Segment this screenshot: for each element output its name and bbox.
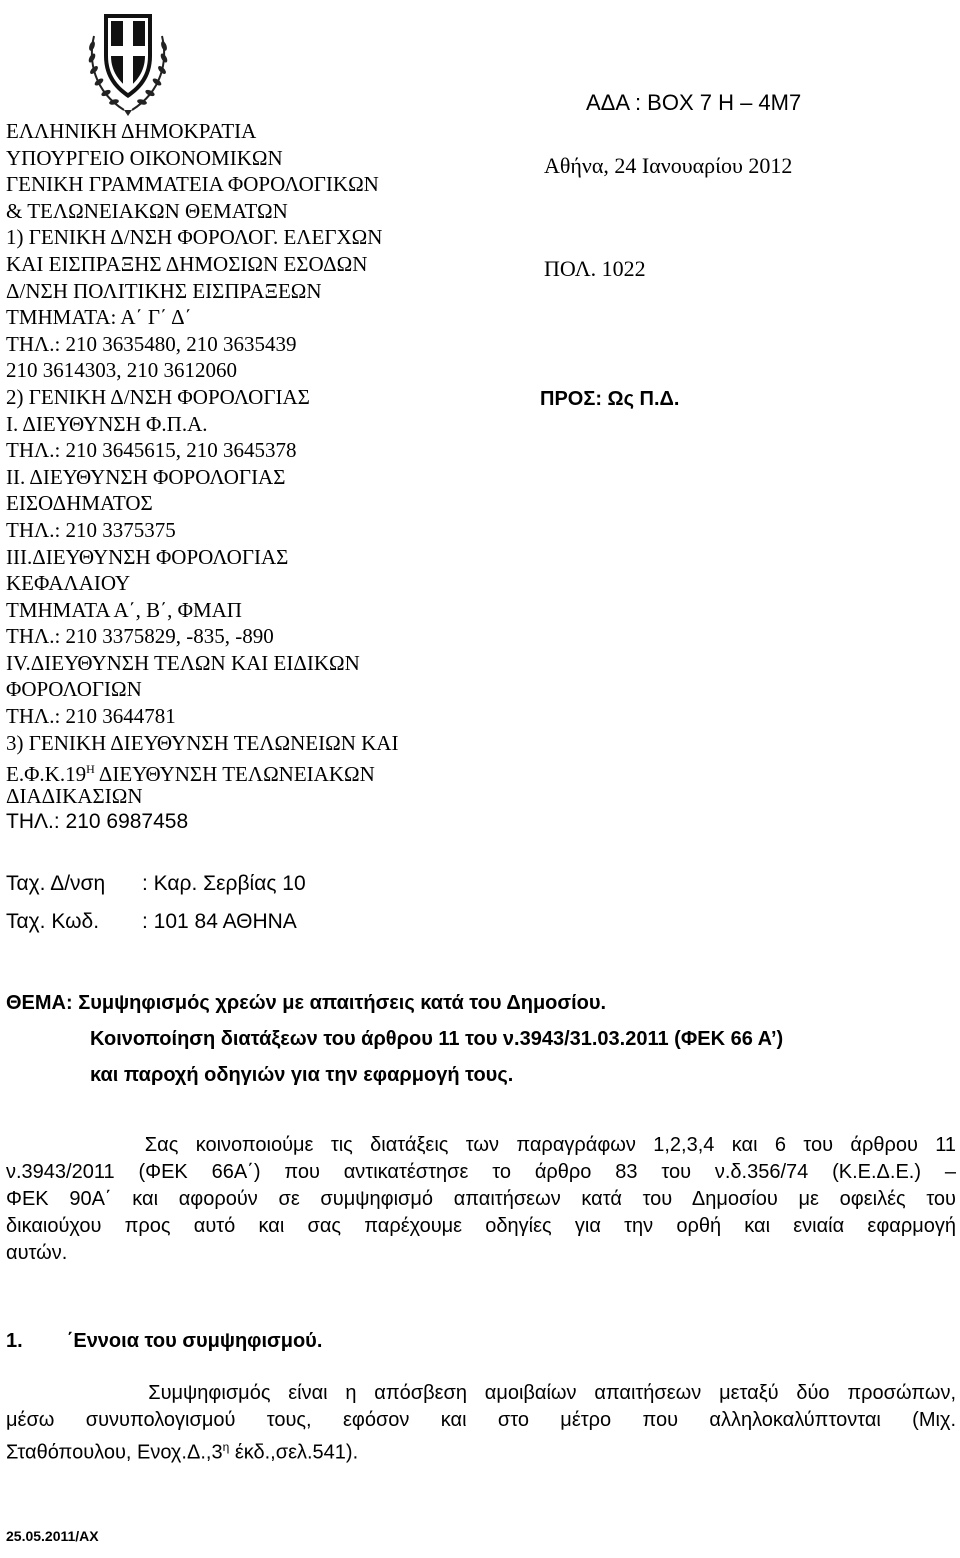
header-line: ΤΗΛ.: 210 3375375 [6, 517, 176, 542]
header-line: ΤΜΗΜΑΤΑ: Α΄ Γ΄ Δ΄ [6, 305, 192, 330]
header-line: 1) ΓΕΝΙΚΗ Δ/ΝΣΗ ΦΟΡΟΛΟΓ. ΕΛΕΓΧΩΝ [6, 225, 383, 250]
paragraph-line: μέσω συνυπολογισμού τους, εφόσον και στο μέτρο που αλληλοκαλύπτονται (Μιχ. [6, 1409, 956, 1431]
section-heading [6, 1330, 322, 1353]
postcode-row [6, 903, 306, 941]
ada-code: ΑΔΑ : ΒΟΧ 7 Η – 4Μ7 [586, 90, 802, 115]
ek19-prefix: Ε.Φ.Κ.19 [6, 762, 87, 787]
header-line: ΕΛΛΗΝΙΚΗ ΔΗΜΟΚΡΑΤΙΑ [6, 119, 257, 143]
address-value: : Καρ. Σερβίας 10 [142, 872, 306, 895]
header-line: Δ/ΝΣΗ ΠΟΛΙΤΙΚΗΣ ΕΙΣΠΡΑΞΕΩΝ [6, 278, 322, 303]
citation-sup: η [222, 1440, 230, 1454]
header-line: ΓΕΝΙΚΗ ΓΡΑΜΜΑΤΕΙΑ ΦΟΡΟΛΟΓΙΚΩΝ [6, 172, 379, 197]
header-line: & ΤΕΛΩΝΕΙΑΚΩΝ ΘΕΜΑΤΩΝ [6, 198, 288, 223]
header-line: ΙΙ. ΔΙΕΥΘΥΝΣΗ ΦΟΡΟΛΟΓΙΑΣ [6, 464, 286, 489]
paragraph-line: δικαιούχου προς αυτό και σας παρέχουμε οδηγίες για την ορθή και ενιαία εφαρμογή [6, 1215, 956, 1237]
header-line: ΤΗΛ.: 210 3375829, -835, -890 [6, 624, 274, 649]
intro-paragraph [6, 1132, 956, 1267]
header-line: ΚΕΦΑΛΑΙΟΥ [6, 571, 131, 596]
postcode-label: Ταχ. Κωδ. [6, 910, 100, 933]
paragraph-line-citation [6, 1434, 956, 1464]
paragraph-line: αυτών. [6, 1242, 68, 1264]
subject-block [6, 985, 783, 1093]
document-date: Αθήνα, 24 Ιανουαρίου 2012 [544, 153, 793, 178]
header-line: 2) ΓΕΝΙΚΗ Δ/ΝΣΗ ΦΟΡΟΛΟΓΙΑΣ [6, 384, 310, 409]
circular-number: ΠΟΛ. 1022 [544, 256, 646, 281]
paragraph-line: Σας κοινοποιούμε τις διατάξεις των παραγράφων 1,2,3,4 και 6 του άρθρου 11 [6, 1134, 956, 1156]
header-line: Ι. ΔΙΕΥΘΥΝΣΗ Φ.Π.Α. [6, 411, 208, 436]
header-line-tel: ΤΗΛ.: 210 6987458 [6, 810, 189, 834]
citation-prefix: Σταθόπουλου, Ενοχ.Δ.,3 [6, 1441, 223, 1464]
subject-line-1: ΘΕΜΑ: Συμψηφισμός χρεών με απαιτήσεις κατά του Δημοσίου. [6, 992, 607, 1014]
header-line: ΥΠΟΥΡΓΕΙΟ ΟΙΚΟΝΟΜΙΚΩΝ [6, 145, 283, 170]
postal-info [6, 865, 306, 941]
greek-coat-of-arms-emblem [84, 6, 172, 118]
ek19-rest: ΔΙΕΥΘΥΝΣΗ ΤΕΛΩΝΕΙΑΚΩΝ [94, 762, 375, 787]
recipient: ΠΡΟΣ: Ως Π.Δ. [540, 388, 680, 410]
header-line: 3) ΓΕΝΙΚΗ ΔΙΕΥΘΥΝΣΗ ΤΕΛΩΝΕΙΩΝ ΚΑΙ [6, 730, 399, 755]
citation-rest: έκδ.,σελ.541). [229, 1441, 359, 1464]
subject-line-2: Κοινοποίηση διατάξεων του άρθρου 11 του ν.3943/31.03.2011 (ΦΕΚ 66 Α’) [90, 1028, 784, 1050]
address-row [6, 865, 306, 903]
header-line: ΔΙΑΔΙΚΑΣΙΩΝ [6, 783, 143, 808]
header-line: ΤΜΗΜΑΤΑ Α΄, Β΄, ΦΜΑΠ [6, 597, 242, 622]
header-line: ΕΙΣΟΔΗΜΑΤΟΣ [6, 491, 153, 516]
paragraph-line: Συμψηφισμός είναι η απόσβεση αμοιβαίων απαιτήσεων μεταξύ δύο προσώπων, [6, 1382, 956, 1404]
address-label: Ταχ. Δ/νση [6, 872, 106, 895]
header-line: 210 3614303, 210 3612060 [6, 358, 237, 383]
header-line: ΚΑΙ ΕΙΣΠΡΑΞΗΣ ΔΗΜΟΣΙΩΝ ΕΣΟΔΩΝ [6, 251, 368, 276]
subject-line-3: και παροχή οδηγιών για την εφαρμογή τους. [90, 1064, 514, 1086]
issuing-authority-block [6, 118, 398, 836]
definition-paragraph [6, 1380, 956, 1464]
header-line: ΙV.ΔΙΕΥΘΥΝΣΗ ΤΕΛΩΝ ΚΑΙ ΕΙΔΙΚΩΝ [6, 650, 360, 675]
paragraph-line: ΦΕΚ 90Α΄ και αφορούν σε συμψηφισμό απαιτήσεων κατά του Δημοσίου με οφειλές του [6, 1188, 956, 1210]
footer-code: 25.05.2011/ΑΧ [6, 1528, 99, 1544]
header-line: ΦΟΡΟΛΟΓΙΩΝ [6, 677, 142, 702]
header-line-ek19 [6, 756, 398, 787]
header-line: ΤΗΛ.: 210 3644781 [6, 704, 176, 729]
section-title: ΄Εννοια του συμψηφισμού. [66, 1330, 323, 1352]
header-line: ΙΙΙ.ΔΙΕΥΘΥΝΣΗ ΦΟΡΟΛΟΓΙΑΣ [6, 544, 289, 569]
ek19-sup: Η [86, 762, 95, 777]
postcode-value: : 101 84 ΑΘΗΝΑ [142, 910, 297, 933]
header-line: ΤΗΛ.: 210 3645615, 210 3645378 [6, 438, 297, 463]
paragraph-line: ν.3943/2011 (ΦΕΚ 66Α΄) που αντικατέστησε το άρθρο 83 του ν.δ.356/74 (Κ.Ε.Δ.Ε.) – [6, 1161, 956, 1183]
header-line: ΤΗΛ.: 210 3635480, 210 3635439 [6, 331, 297, 356]
section-number: 1. [6, 1330, 23, 1352]
